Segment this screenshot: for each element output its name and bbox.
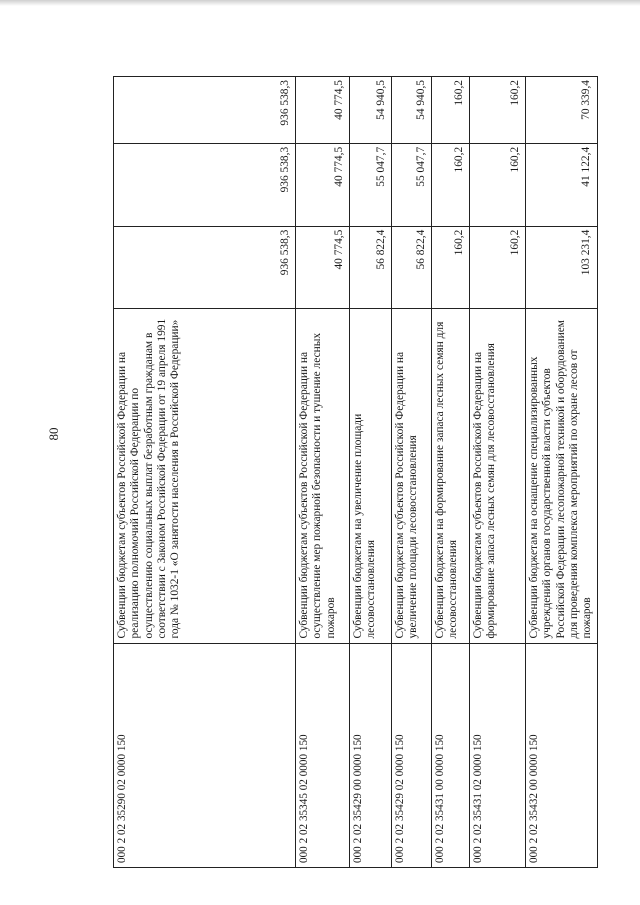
row-value-2: 55 047,7 [392,143,432,226]
budget-table [113,76,598,868]
row-description: Субвенции бюджетам субъектов Российской Федерации на увеличение площади лесовосстановления [392,309,432,643]
row-value-2: 41 122,4 [526,143,598,226]
row-code: 000 2 02 35431 02 0000 150 [470,643,526,867]
row-description: Субвенции бюджетам на оснащение специализированных учреждений органов государственной власти субъектов Российской Федерации лесопожарной техникой и оборудованием для проведения комплекса мероприятий по охране лесов от пожаров [526,309,598,643]
scan-edge-shadow [0,0,640,6]
row-value-3: 54 940,5 [392,77,432,144]
row-value-1: 103 231,4 [526,226,598,309]
row-code: 000 2 02 35431 00 0000 150 [432,643,470,867]
row-value-3: 160,2 [432,77,470,144]
table-row [114,77,296,868]
row-code: 000 2 02 35429 02 0000 150 [392,643,432,867]
row-value-2: 160,2 [432,143,470,226]
row-value-2: 55 047,7 [350,143,392,226]
table-row [526,77,598,868]
page-number: 80 [46,427,61,441]
table-row [350,77,392,868]
row-value-3: 54 940,5 [350,77,392,144]
row-code: 000 2 02 35345 02 0000 150 [296,643,350,867]
row-description: Субвенции бюджетам на формирование запаса лесных семян для лесовосстановления [432,309,470,643]
row-value-2: 160,2 [470,143,526,226]
table-row [296,77,350,868]
row-value-3: 70 339,4 [526,77,598,144]
row-description: Субвенции бюджетам субъектов Российской Федерации на реализацию полномочий Российской Федерации по осуществлению социальных выплат безработным гражданам в соответствии с Законом Российской Федерации от 19 апреля 1991 года № 1032-1 «О занятости населения в Российской Федерации» [114,309,296,643]
row-code: 000 2 02 35432 00 0000 150 [526,643,598,867]
row-value-3: 40 774,5 [296,77,350,144]
row-description: Субвенции бюджетам на увеличение площади лесовосстановления [350,309,392,643]
row-description: Субвенции бюджетам субъектов Российской Федерации на формирование запаса лесных семян для лесовосстановления [470,309,526,643]
row-value-2: 936 538,3 [114,143,296,226]
row-value-1: 160,2 [470,226,526,309]
table-row [392,77,432,868]
row-value-1: 936 538,3 [114,226,296,309]
row-value-3: 936 538,3 [114,77,296,144]
row-code: 000 2 02 35429 00 0000 150 [350,643,392,867]
row-value-1: 56 822,4 [392,226,432,309]
table-container [113,76,594,868]
row-value-1: 40 774,5 [296,226,350,309]
row-code: 000 2 02 35290 02 0000 150 [114,643,296,867]
row-description: Субвенции бюджетам субъектов Российской Федерации на осуществление мер пожарной безопасности и тушение лесных пожаров [296,309,350,643]
table-row [470,77,526,868]
row-value-1: 160,2 [432,226,470,309]
table-row [432,77,470,868]
row-value-2: 40 774,5 [296,143,350,226]
row-value-1: 56 822,4 [350,226,392,309]
row-value-3: 160,2 [470,77,526,144]
